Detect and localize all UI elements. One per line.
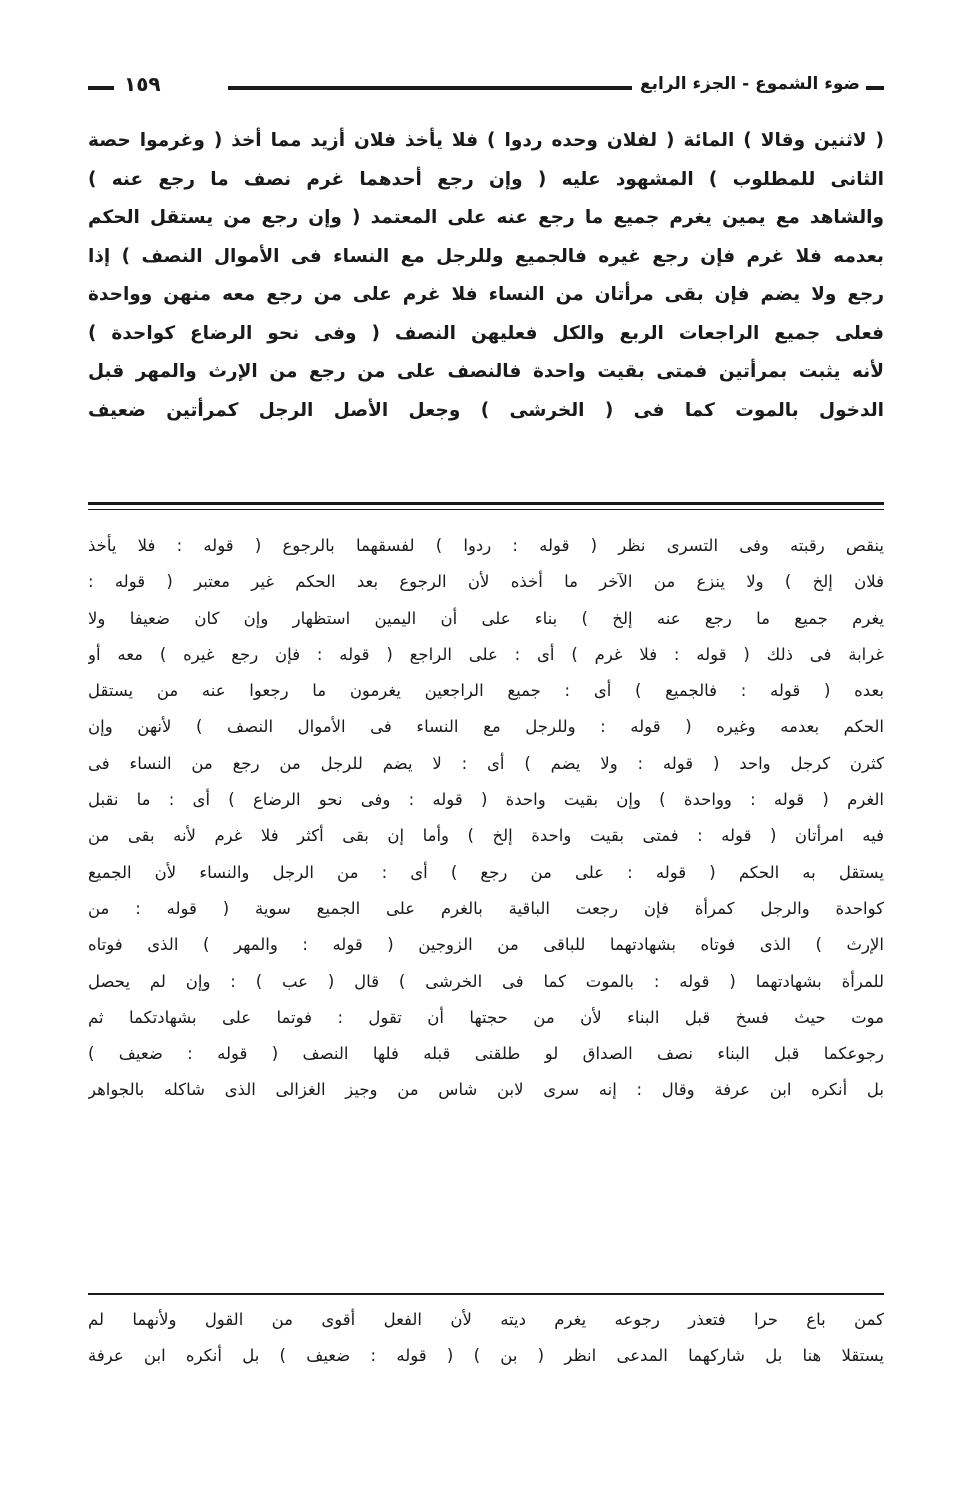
header-rule	[228, 86, 632, 90]
footnote-block	[88, 1302, 884, 1375]
main-text-line: رجع ولا يضم فإن بقى مرأتان من النساء فلا غرم على من رجع معه منهن وواحدة	[88, 284, 884, 305]
footnote-line: كمن باع حرا فتعذر رجوعه يغرم ديته لأن الفعل أقوى من القول ولأنهما لم	[88, 1310, 884, 1329]
commentary-line: فيه امرأتان ( قوله : فمتى بقيت واحدة إلخ ) وأما إن بقى أكثر فلا غرم لأنه بقى من	[88, 826, 884, 846]
running-header	[88, 72, 884, 106]
commentary-line: الإرث ) الذى فوتاه بشهادتهما للباقى من الزوجين ( قوله : والمهر ) الذى فوتاه	[88, 935, 884, 955]
commentary-line: كواحدة والرجل كمرأة فإن رجعت الباقية بالغرم على الجميع سوية ( قوله : من	[88, 898, 884, 918]
commentary-line: فلان إلخ ) ولا ينزع من الآخر ما أخذه لأن الرجوع بعد الحكم غير معتبر ( قوله :	[88, 572, 884, 592]
commentary-line: بعده ( قوله : فالجميع ) أى : جميع الراجعين يغرمون ما رجعوا عنه من يستقل	[88, 681, 884, 701]
commentary-block	[88, 528, 884, 1109]
header-title: ضوء الشموع - الجزء الرابع	[639, 74, 860, 94]
commentary-line: رجوعكما قبل البناء نصف الصداق لو طلقنى قبله فلها النصف ( قوله : ضعيف )	[88, 1044, 884, 1064]
footnote-line: يستقلا هنا بل شاركهما المدعى انظر ( بن ) ( قوله : ضعيف ) بل أنكره ابن عرفة	[88, 1346, 884, 1366]
commentary-line: غرابة فى ذلك ( قوله : فلا غرم ) أى : على الراجع ( قوله : فإن رجع غيره ) معه أو	[88, 644, 884, 664]
main-text-line: الدخول بالموت كما فى ( الخرشى ) وجعل الأصل الرجل كمرأتين ضعيف	[88, 399, 884, 421]
commentary-line: كثرن كرجل واحد ( قوله : ولا يضم ) أى : لا يضم للرجل من رجع من النساء فى	[88, 753, 884, 773]
commentary-line: الحكم بعدمه وغيره ( قوله : وللرجل مع النساء فى الأموال النصف ) لأنهن وإن	[88, 717, 884, 737]
commentary-line: يستقل به الحكم ( قوله : على من رجع ) أى : من الرجل والنساء لأن الجميع	[88, 862, 884, 882]
main-text-line: بعدمه فلا غرم فإن رجع غيره فالجميع وللرجل مع النساء فى الأموال النصف ) إذا	[88, 245, 884, 267]
main-text-line: ( لاثنين وقالا ) المائة ( لفلان وحده ردوا ) فلا يأخذ فلان أزيد مما أخذ ( وغرموا حصة	[88, 130, 884, 151]
commentary-line: يغرم جميع ما رجع عنه إلخ ) بناء على أن اليمين استظهار وإن كان ضعيفا ولا	[88, 608, 884, 628]
commentary-line: ينقص رقبته وفى التسرى نظر ( قوله : ردوا ) لفسقهما بالرجوع ( قوله : فلا يأخذ	[88, 536, 884, 555]
header-dash-right	[866, 86, 884, 90]
header-dash-left	[88, 86, 114, 90]
main-text-block	[88, 122, 884, 430]
commentary-line: الغرم ( قوله : وواحدة ) وإن بقيت واحدة ( قوله : وفى نحو الرضاع ) أى : ما نقبل	[88, 790, 884, 810]
commentary-line: للمرأة بشهادتهما ( قوله : بالموت كما فى الخرشى ) قال ( عب ) : وإن لم يحصل	[88, 971, 884, 991]
main-text-line: الثانى للمطلوب ) المشهود عليه ( وإن رجع أحدهما غرم نصف ما رجع عنه )	[88, 168, 884, 190]
page-number: ١٥٩	[124, 72, 161, 96]
main-text-line: فعلى جميع الراجعات الربع والكل فعليهن النصف ( وفى نحو الرضاع كواحدة )	[88, 322, 884, 344]
commentary-line: بل أنكره ابن عرفة وقال : إنه سرى لابن شاس من وجيز الغزالى الذى شاكله بالجواهر	[88, 1080, 884, 1100]
main-text-line: لأنه يثبت بمرأتين فمتى بقيت واحدة فالنصف على من رجع من الإرث والمهر قبل	[88, 361, 884, 382]
main-text-line: والشاهد مع يمين يغرم جميع ما رجع عنه على المعتمد ( وإن رجع من يستقل الحكم	[88, 207, 884, 228]
section-divider-single	[88, 1293, 884, 1295]
commentary-line: موت حيث فسخ قبل البناء لأن من حجتها أن تقول : فوتما على بشهادتكما ثم	[88, 1007, 884, 1027]
section-divider-double	[88, 502, 884, 510]
